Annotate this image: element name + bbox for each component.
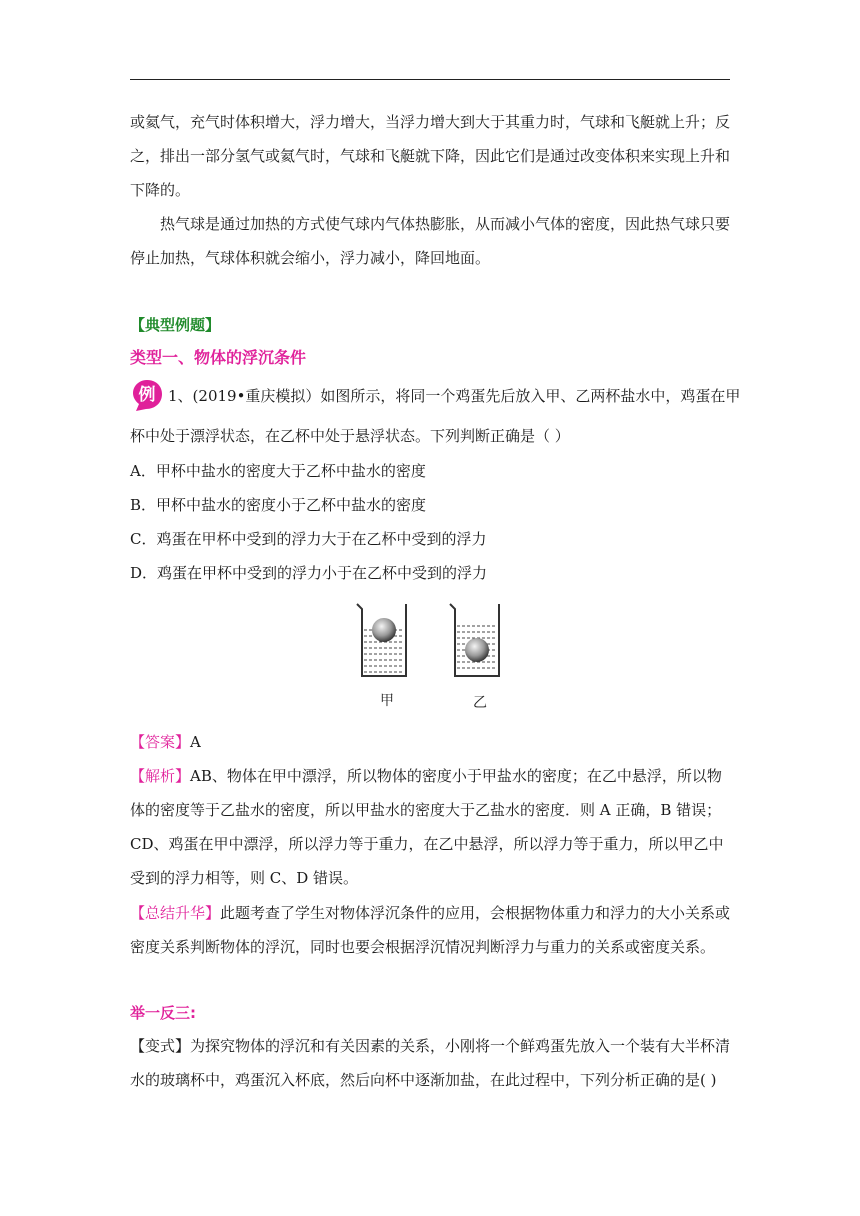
paragraph-line: 停止加热，气球体积就会缩小，浮力减小，降回地面。 bbox=[130, 249, 491, 267]
variant-line: 水的玻璃杯中，鸡蛋沉入杯底，然后向杯中逐渐加盐，在此过程中，下列分析正确的是( ) bbox=[130, 1071, 717, 1089]
option-c: C．鸡蛋在甲杯中受到的浮力大于在乙杯中受到的浮力 bbox=[130, 530, 487, 548]
paragraph-line: 之，排出一部分氢气或氦气时，气球和飞艇就下降，因此它们是通过改变体积来实现上升和 bbox=[130, 147, 731, 165]
variant-tag: 【变式】 bbox=[130, 1037, 191, 1055]
summary-line: 密度关系判断物体的浮沉，同时也要会根据浮沉情况判断浮力与重力的关系或密度关系。 bbox=[130, 938, 716, 956]
egg-suspended bbox=[465, 638, 489, 662]
summary-line bbox=[130, 903, 730, 923]
analysis-line: 受到的浮力相等，则 C、D 错误。 bbox=[130, 869, 359, 887]
example-badge-icon bbox=[130, 378, 164, 412]
header-rule bbox=[130, 79, 730, 80]
answer-line bbox=[130, 732, 730, 752]
example-question-line: 1、(2019•重庆模拟）如图所示，将同一个鸡蛋先后放入甲、乙两杯盐水中，鸡蛋在甲 bbox=[168, 387, 741, 405]
type-heading: 类型一、物体的浮沉条件 bbox=[130, 348, 307, 367]
paragraph-line: 下降的。 bbox=[130, 181, 191, 199]
option-d: D．鸡蛋在甲杯中受到的浮力小于在乙杯中受到的浮力 bbox=[130, 564, 488, 582]
example-badge-label: 例 bbox=[138, 385, 156, 405]
analysis-line: 体的密度等于乙盐水的密度，所以甲盐水的密度大于乙盐水的密度．则 A 正确，B 错误； bbox=[130, 801, 722, 819]
figure-label-yi: 乙 bbox=[473, 695, 487, 711]
beaker-jia bbox=[357, 604, 406, 676]
analysis-tag: 【解析】 bbox=[130, 767, 191, 785]
figure-label-jia: 甲 bbox=[380, 693, 394, 709]
option-b: B．甲杯中盐水的密度小于乙杯中盐水的密度 bbox=[130, 496, 427, 514]
answer-tag: 【答案】 bbox=[130, 733, 191, 751]
egg-floating bbox=[372, 618, 396, 642]
beaker-yi bbox=[450, 604, 499, 676]
summary-text: 此题考查了学生对物体浮沉条件的应用，会根据物体重力和浮力的大小关系或 bbox=[220, 904, 731, 922]
example-question-line: 杯中处于漂浮状态，在乙杯中处于悬浮状态。下列判断正确是（ ） bbox=[130, 427, 570, 445]
variant-line bbox=[130, 1036, 730, 1056]
practice-heading: 举一反三: bbox=[130, 1004, 196, 1022]
beaker-figure bbox=[350, 600, 510, 715]
paragraph-line: 热气球是通过加热的方式使气球内气体热膨胀，从而减小气体的密度，因此热气球只要 bbox=[160, 215, 731, 233]
analysis-text: AB、物体在甲中漂浮，所以物体的密度小于甲盐水的密度；在乙中悬浮，所以物 bbox=[190, 767, 722, 785]
analysis-line: CD、鸡蛋在甲中漂浮，所以浮力等于重力，在乙中悬浮，所以浮力等于重力，所以甲乙中 bbox=[130, 835, 724, 853]
answer-text: A bbox=[190, 733, 201, 751]
analysis-line bbox=[130, 766, 730, 786]
section-heading: 【典型例题】 bbox=[130, 316, 221, 334]
summary-tag: 【总结升华】 bbox=[130, 904, 221, 922]
paragraph-line: 或氦气，充气时体积增大，浮力增大，当浮力增大到大于其重力时，气球和飞艇就上升；反 bbox=[130, 113, 731, 131]
option-a: A．甲杯中盐水的密度大于乙杯中盐水的密度 bbox=[130, 462, 426, 480]
variant-text: 为探究物体的浮沉和有关因素的关系，小刚将一个鲜鸡蛋先放入一个装有大半杯清 bbox=[190, 1037, 731, 1055]
